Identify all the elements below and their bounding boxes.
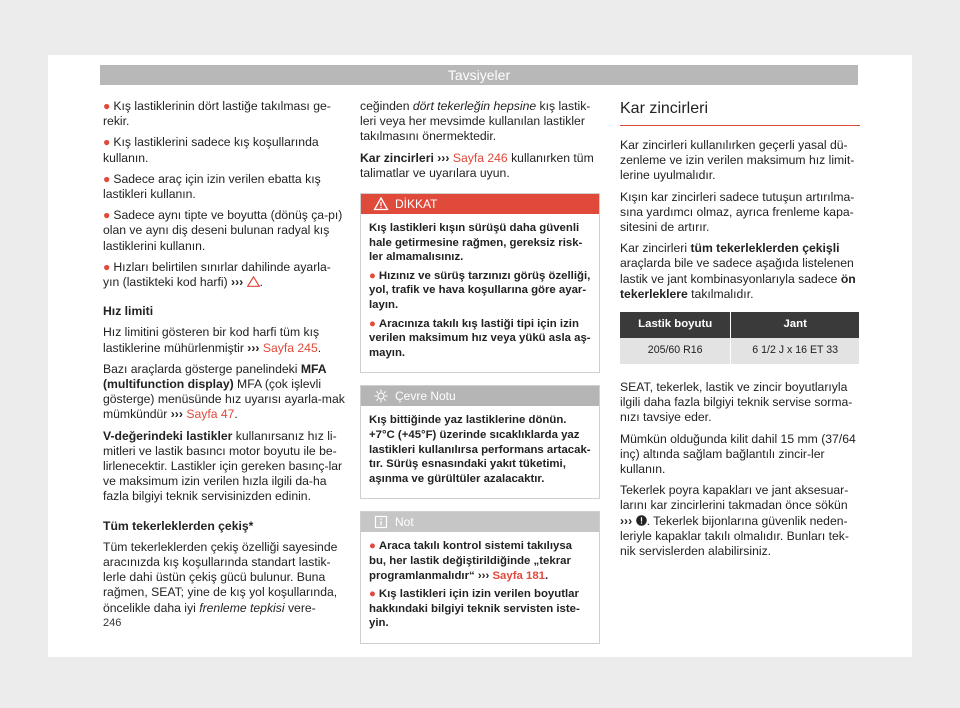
table-header: Jant [731,312,860,338]
exclamation-circle-icon [636,515,647,526]
body-text: Mümkün olduğunda kilit dahil 15 mm (37/64 inç) altında sağlam bağlantılı zincir-ler kullanın. [620,431,856,477]
environment-icon [373,388,389,404]
environment-note-box [360,385,600,499]
warning-triangle-icon [247,276,260,287]
note-box-header: Not [361,512,599,532]
body-text: Kar zincirleri tüm tekerleklerden çekişli araçlarda bile ve sadece aşağıda listelenen lastik ve jant kombinasyonlarıyla sadece ön tekerleklere takılmalıdır. [620,241,856,301]
list-item: ● Sadece aynı tipte ve boyutta (dönüş ça-pı) olan ve aynı diş deseni bulunan radyal kış lastiklerini kullanın. [103,208,343,253]
tyre-rim-table [620,312,860,364]
warning-box [360,193,600,373]
table-row [620,338,860,364]
section-title: Kar zincirleri [620,99,860,126]
column-left [103,99,346,622]
note-box [360,511,600,644]
column-middle [360,99,600,644]
list-item: ● Kış lastiklerini sadece kış koşullarında kullanın. [103,135,319,165]
awd-heading: Tüm tekerleklerden çekiş* [103,518,254,533]
v-tyres-text: V-değerindeki lastikler kullanırsanız hız li-mitleri ve lastik basıncı motor boyutu ile be-lirlenecektir. Lastikler için gereken basınç-lar ve maksimum izin verilen hızla ilgili da-ha fazla bilgiyi teknik servisinizden edinin. [103,428,343,504]
list-item: ● Araca takılı kontrol sistemi takılıysa bu, her lastik değiştirildiğinde „tekrar programlanmalıdır“ ››› Sayfa 181. [369,540,572,582]
list-item: ● Kış lastikleri için izin verilen boyutlar hakkındaki bilgiyi teknik servisten iste-yin. [369,588,580,630]
body-text: Kar zincirleri kullanılırken geçerli yasal dü-zenleme ve izin verilen maksimum hız limit-lerine uyulmalıdır. [620,138,855,183]
speed-limit-heading: Hız limiti [103,304,154,319]
snow-chains-ref-text: Kar zincirleri ››› Sayfa 246 kullanırken tüm talimatlar ve uyarılara uyun. [360,150,594,180]
list-item: ● Hızları belirtilen sınırlar dahilinde ayarla-yın (lastikteki kod harfi) ››› . [103,259,331,290]
table-cell: 205/60 R16 [620,338,731,364]
list-item: ● Kış lastiklerinin dört lastiğe takılması ge-rekir. [103,99,331,129]
list-item: ● Aracınıza takılı kış lastiği tipi için izin verilen maksimum hız veya yükü asla aş-mayın. [369,317,591,359]
warning-box-header: DİKKAT [361,194,599,214]
environment-text: Kış bittiğinde yaz lastiklerine dönün. +7°C (+45°F) üzerinde sıcaklıklarda yaz lastikleri kullanılırsa performans artacak-tır. Sürüş esnasındaki yakıt tüketimi, aşınma ve gürültüler azalacaktır. [369,414,591,485]
warning-text: Kış lastikleri kışın sürüşü daha güvenli hale getirmesine rağmen, gereksiz risk-ler almamalısınız. [369,222,583,264]
warning-triangle-icon [373,196,389,212]
mfa-text: Bazı araçlarda gösterge panelindeki MFA (multifunction display) MFA (çok işlevli gösterge) menüsünde hız uyarısı ayarla-mak mümkündür ››› Sayfa 47. [103,361,345,422]
awd-text: Tüm tekerleklerden çekiş özelliği sayesinde aracınızda kış koşullarında standart lastik-lerle dahi üstün çekiş gücü bulunur. Buna rağmen, SEAT; yine de kış yol koşullarında, öncelikle daha iyi frenleme tepkisi vere- [103,539,338,615]
body-text: Kışın kar zincirleri sadece tutuşun artırılma-sına yardımcı olmaz, ayrıca frenleme kapa-sitesini de artırır. [620,189,855,235]
continued-text: ceğinden dört tekerleğin hepsine kış lastik-leri veya her mevsimde kullanılan lastikler takılmasını önermektedir. [360,99,591,144]
page-ref-link[interactable]: Sayfa 245 [262,340,318,355]
body-text: Tekerlek poyra kapakları ve jant aksesuar-larını kar zincirlerini takmadan önce sökün ››› . Tekerlek bijonlarına güvenlik neden-leriyle kapaklar takılı olmalıdır. Bunları tek-nik servislerden alabilirsiniz. [620,483,849,559]
list-item: ● Sadece araç için izin verilen ebatta kış lastikleri kullanın. [103,171,321,202]
page-ref-link[interactable]: Sayfa 47 [186,407,235,422]
body-text: SEAT, tekerlek, lastik ve zincir boyutlarıyla ilgili daha fazla bilgiyi teknik servise sorma-nızı tavsiye eder. [620,380,853,425]
page-ref-link[interactable]: Sayfa 181 [492,569,546,582]
environment-box-header: Çevre Notu [361,386,599,406]
list-item: ● Hızınız ve sürüş tarzınızı görüş özelliği, yol, trafik ve hava koşullarına göre ayar-layın. [369,269,591,311]
table-header: Lastik boyutu [620,312,731,338]
table-cell: 6 1/2 J x 16 ET 33 [731,338,860,364]
speed-limit-text: Hız limitini gösteren bir kod harfi tüm kış lastiklerine mühürlenmiştir ››› Sayfa 245. [103,325,322,355]
column-right [620,99,860,565]
info-icon [373,514,389,530]
page-ref-link[interactable]: Sayfa 246 [452,150,508,165]
page-number: 246 [103,617,122,629]
page-header: Tavsiyeler [100,65,858,85]
